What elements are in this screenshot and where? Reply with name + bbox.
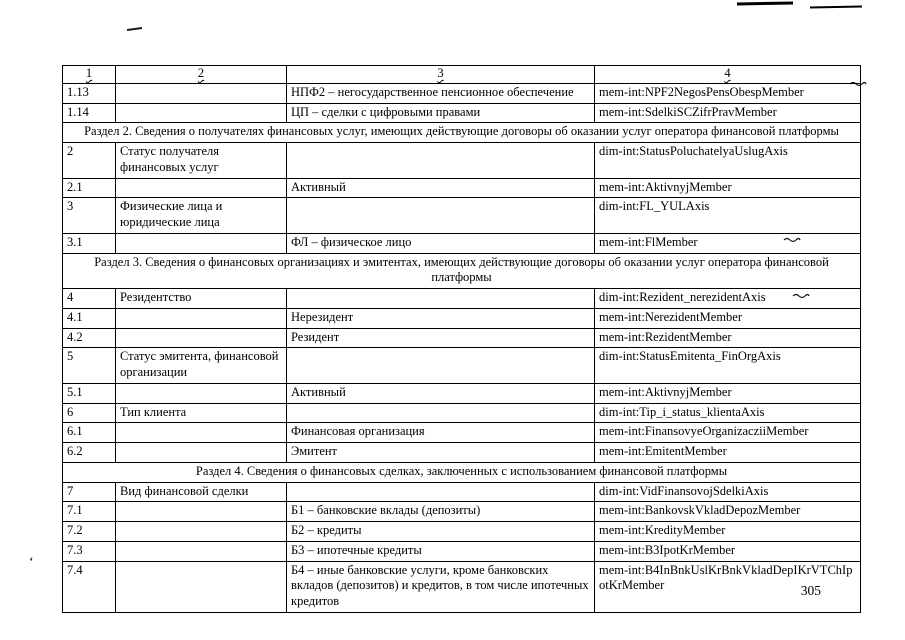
- section-row: [63, 253, 861, 289]
- scan-mark: [737, 2, 793, 6]
- cell-taxonomy-code: mem-int:SdelkiSCZifrPravMember: [595, 103, 861, 123]
- classifier-table: [62, 65, 861, 613]
- table-row: [63, 143, 861, 179]
- cell-member-description: НПФ2 – негосударственное пенсионное обеспечение: [287, 83, 595, 103]
- cell-member-description: Финансовая организация: [287, 423, 595, 443]
- cell-row-number: 3.1: [63, 233, 116, 253]
- table-row: [63, 383, 861, 403]
- cell-indicator-name: [116, 541, 287, 561]
- table-header-row: [63, 66, 861, 84]
- cell-indicator-name: [116, 502, 287, 522]
- section-title: Раздел 4. Сведения о финансовых сделках, заключенных с использованием финансовой платформы: [63, 462, 861, 482]
- table-row: [63, 482, 861, 502]
- table-row: [63, 403, 861, 423]
- table-row: [63, 541, 861, 561]
- cell-indicator-name: [116, 328, 287, 348]
- cell-row-number: 4.2: [63, 328, 116, 348]
- cell-member-description: Б3 – ипотечные кредиты: [287, 541, 595, 561]
- cell-row-number: 7.2: [63, 522, 116, 542]
- cell-member-description: Эмитент: [287, 443, 595, 463]
- column-header-label: 3: [437, 66, 444, 80]
- column-header-3: [287, 66, 595, 84]
- cell-indicator-name: [116, 178, 287, 198]
- cell-row-number: 6.2: [63, 443, 116, 463]
- section-title: Раздел 2. Сведения о получателях финансовых услуг, имеющих действующие договоры об оказании услуг оператора финансовой платформы: [63, 123, 861, 143]
- cell-row-number: 4.1: [63, 308, 116, 328]
- section-row: [63, 123, 861, 143]
- section-title: Раздел 3. Сведения о финансовых организациях и эмитентах, имеющих действующие договоры об оказании услуг оператора финансовой платформы: [63, 253, 861, 289]
- table-row: [63, 178, 861, 198]
- cell-indicator-name: [116, 383, 287, 403]
- cell-taxonomy-code: mem-int:B3IpotKrMember: [595, 541, 861, 561]
- cell-member-description: [287, 348, 595, 384]
- column-header-1: [63, 66, 116, 84]
- column-header-label: 1: [85, 66, 93, 80]
- cell-row-number: 5.1: [63, 383, 116, 403]
- cell-row-number: 6.1: [63, 423, 116, 443]
- cell-member-description: Резидент: [287, 328, 595, 348]
- column-header-label: 4: [724, 66, 731, 80]
- cell-row-number: 7: [63, 482, 116, 502]
- table-row: [63, 233, 861, 253]
- cell-taxonomy-code: mem-int:KredityMember: [595, 522, 861, 542]
- table-row: [63, 348, 861, 384]
- cell-indicator-name: Вид финансовой сделки: [116, 482, 287, 502]
- cell-indicator-name: [116, 522, 287, 542]
- cell-member-description: Б4 – иные банковские услуги, кроме банковских вкладов (депозитов) и кредитов, в том числе ипотечных кредитов: [287, 561, 595, 612]
- cell-member-description: Активный: [287, 383, 595, 403]
- cell-indicator-name: Физические лица и юридические лица: [116, 198, 287, 234]
- cell-member-description: [287, 143, 595, 179]
- cell-taxonomy-code: dim-int:StatusPoluchatelyaUslugAxis: [595, 143, 861, 179]
- cell-taxonomy-code: dim-int:StatusEmitenta_FinOrgAxis: [595, 348, 861, 384]
- cell-taxonomy-code: mem-int:NPF2NegosPensObespMember: [595, 83, 861, 103]
- cell-row-number: 2: [63, 143, 116, 179]
- cell-row-number: 6: [63, 403, 116, 423]
- cell-row-number: 5: [63, 348, 116, 384]
- cell-row-number: 2.1: [63, 178, 116, 198]
- cell-taxonomy-code: dim-int:Rezident_nerezidentAxis: [595, 289, 861, 309]
- cell-indicator-name: [116, 423, 287, 443]
- cell-taxonomy-code: dim-int:VidFinansovojSdelkiAxis: [595, 482, 861, 502]
- column-header-2: [116, 66, 287, 84]
- cell-indicator-name: [116, 308, 287, 328]
- cell-indicator-name: Статус получателя финансовых услуг: [116, 143, 287, 179]
- column-header-4: [595, 66, 861, 84]
- scan-mark: [127, 27, 142, 31]
- cell-taxonomy-code: mem-int:NerezidentMember: [595, 308, 861, 328]
- classifier-table-body: [63, 66, 861, 613]
- cell-row-number: 1.13: [63, 83, 116, 103]
- cell-indicator-name: Резидентство: [116, 289, 287, 309]
- table-row: [63, 443, 861, 463]
- table-row: [63, 328, 861, 348]
- cell-indicator-name: [116, 103, 287, 123]
- table-row: [63, 502, 861, 522]
- section-row: [63, 462, 861, 482]
- cell-member-description: ЦП – сделки с цифровыми правами: [287, 103, 595, 123]
- table-row: [63, 522, 861, 542]
- cell-taxonomy-code: mem-int:BankovskVkladDepozMember: [595, 502, 861, 522]
- cell-taxonomy-code: mem-int:EmitentMember: [595, 443, 861, 463]
- cell-indicator-name: [116, 561, 287, 612]
- cell-member-description: Б1 – банковские вклады (депозиты): [287, 502, 595, 522]
- cell-member-description: [287, 482, 595, 502]
- cell-member-description: Б2 – кредиты: [287, 522, 595, 542]
- cell-indicator-name: [116, 233, 287, 253]
- cell-row-number: 7.1: [63, 502, 116, 522]
- cell-member-description: [287, 198, 595, 234]
- scan-mark: [810, 6, 862, 9]
- cell-taxonomy-code: mem-int:RezidentMember: [595, 328, 861, 348]
- cell-member-description: [287, 289, 595, 309]
- cell-taxonomy-code: mem-int:FinansovyeOrganizacziiMember: [595, 423, 861, 443]
- cell-member-description: ФЛ – физическое лицо: [287, 233, 595, 253]
- scan-mark: ‘: [29, 555, 34, 570]
- cell-row-number: 7.4: [63, 561, 116, 612]
- table-row: [63, 103, 861, 123]
- cell-row-number: 7.3: [63, 541, 116, 561]
- cell-taxonomy-code: mem-int:B4InBnkUslKrBnkVkladDepIKrVTChIpotKrMember: [595, 561, 861, 612]
- cell-taxonomy-code: dim-int:FL_YULAxis: [595, 198, 861, 234]
- cell-taxonomy-code: dim-int:Tip_i_status_klientaAxis: [595, 403, 861, 423]
- cell-row-number: 1.14: [63, 103, 116, 123]
- cell-member-description: [287, 403, 595, 423]
- cell-member-description: Активный: [287, 178, 595, 198]
- cell-taxonomy-code: mem-int:AktivnyjMember: [595, 383, 861, 403]
- cell-indicator-name: [116, 83, 287, 103]
- cell-indicator-name: Статус эмитента, финансовой организации: [116, 348, 287, 384]
- table-row: [63, 198, 861, 234]
- cell-row-number: 3: [63, 198, 116, 234]
- cell-indicator-name: Тип клиента: [116, 403, 287, 423]
- column-header-label: 2: [197, 66, 205, 80]
- table-row: [63, 83, 861, 103]
- cell-row-number: 4: [63, 289, 116, 309]
- cell-indicator-name: [116, 443, 287, 463]
- cell-taxonomy-code: mem-int:AktivnyjMember: [595, 178, 861, 198]
- cell-member-description: Нерезидент: [287, 308, 595, 328]
- table-row: [63, 308, 861, 328]
- page-number: 305: [800, 583, 821, 598]
- table-row: [63, 289, 861, 309]
- cell-taxonomy-code: mem-int:FlMember: [595, 233, 861, 253]
- table-row: [63, 423, 861, 443]
- table-row: [63, 561, 861, 612]
